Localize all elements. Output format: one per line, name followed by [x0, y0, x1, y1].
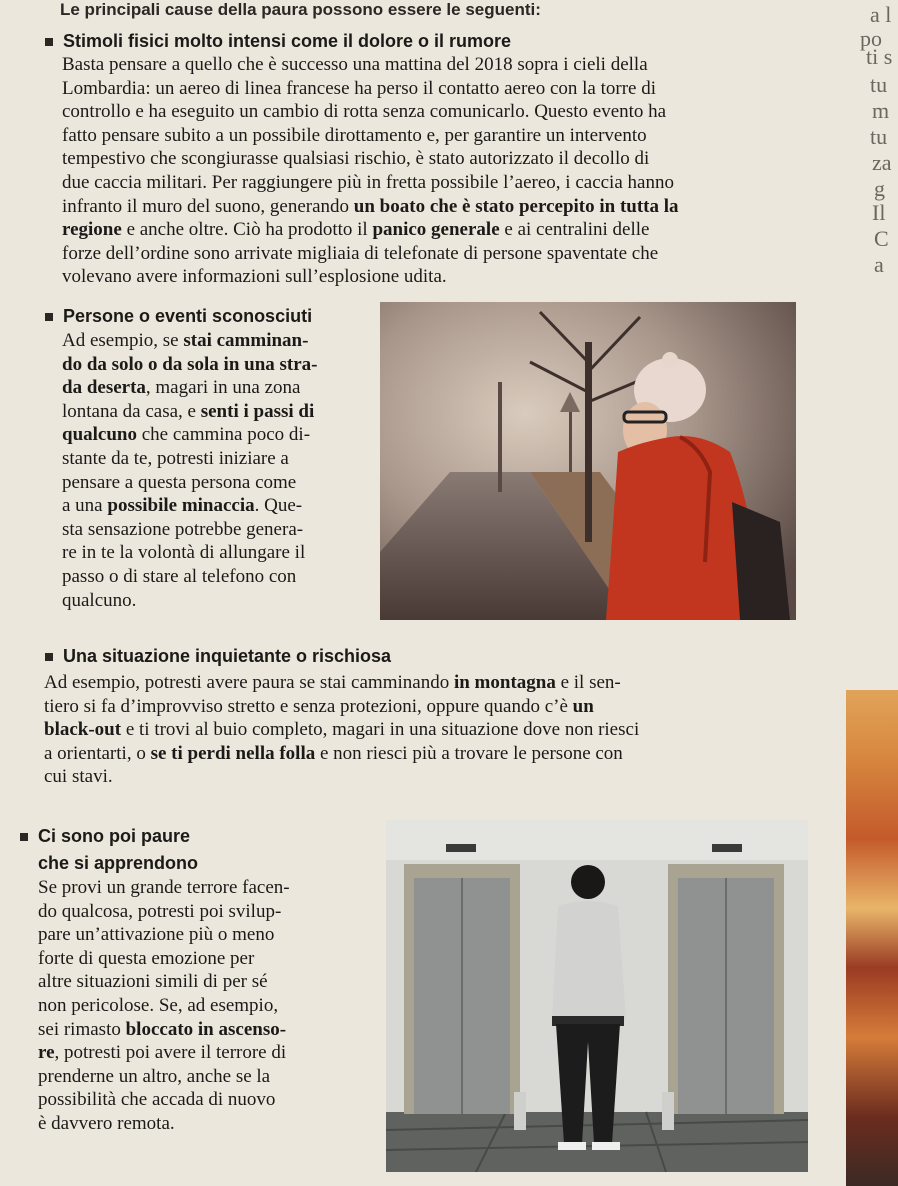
ghost-letter: a l: [870, 2, 892, 27]
bold-run: black-out: [44, 719, 122, 741]
photo-woman-foggy-street: [380, 302, 796, 620]
text-line: [62, 400, 360, 424]
bullet-square-icon: [45, 653, 53, 661]
bold-run: regione: [62, 219, 122, 241]
text-line: [62, 195, 784, 219]
bold-run: se ti perdi nella folla: [150, 742, 316, 764]
section2-title: Persone o eventi sconosciuti: [63, 306, 313, 326]
text-line: è davvero remota.: [38, 1112, 175, 1134]
text-run: infranto il muro del suono, generando: [62, 195, 354, 217]
text-run: e il sen-: [555, 672, 621, 693]
section4-title-line1: Ci sono poi paure: [38, 826, 191, 846]
text-run: tiero si fa d’improvviso stretto e senza protezioni, oppure quando c’è: [44, 695, 573, 717]
text-run: . Que-: [254, 495, 303, 517]
text-line: [44, 695, 798, 719]
text-line: re in te la volontà di allungare il: [62, 542, 306, 564]
ghost-letter: C: [874, 226, 889, 251]
page-header: Le principali cause della paura possono essere le seguenti:: [60, 0, 541, 19]
painting-edge-image: [846, 690, 898, 1186]
text-run: e ti trovi al buio completo, magari in una situazione dove non riesci: [121, 719, 640, 741]
text-line: non pericolose. Se, ad esempio,: [38, 994, 279, 1016]
text-run: Ad esempio, se: [62, 330, 184, 351]
ghost-letter: tu: [870, 124, 888, 149]
text-line: [62, 494, 360, 518]
text-line: volevano avere informazioni sull’esplosione udita.: [62, 266, 447, 288]
text-line: cui stavi.: [44, 766, 113, 788]
bold-run: do da solo o da sola in una stra-: [62, 353, 318, 375]
text-line: [62, 353, 360, 377]
woman-illustration: [380, 302, 796, 620]
text-run: a una: [62, 495, 108, 517]
bold-run: un: [572, 695, 594, 717]
bold-run: re: [38, 1042, 55, 1064]
bullet-square-icon: [45, 38, 53, 46]
text-line: [62, 376, 360, 400]
text-run: lontana da casa, e: [62, 400, 201, 422]
section1-paragraph: [62, 53, 784, 289]
text-line: [62, 218, 784, 242]
text-line: [38, 1041, 384, 1065]
text-line: altre situazioni simili di per sé: [38, 971, 268, 993]
bullet-square-icon: [45, 313, 53, 321]
text-line: possibilità che accada di nuovo: [38, 1089, 276, 1111]
ghost-letter: tu: [870, 72, 888, 97]
text-run: e anche oltre. Ciò ha prodotto il: [121, 219, 373, 241]
text-line: pensare a questa persona come: [62, 471, 297, 493]
ghost-letter: za: [872, 150, 892, 175]
text-line: tempestivo che scongiurasse qualsiasi rischio, è stato autorizzato il decollo di: [62, 148, 650, 170]
bold-run: senti i passi di: [200, 400, 315, 422]
text-run: , potresti poi avere il terrore di: [54, 1042, 287, 1064]
section1-heading: [45, 31, 511, 52]
ghost-letter: m: [872, 98, 890, 123]
text-line: prenderne un altro, anche se la: [38, 1065, 271, 1087]
text-line: sta sensazione potrebbe genera-: [62, 518, 304, 540]
ghost-letter: po: [860, 26, 882, 51]
text-run: sei rimasto: [38, 1018, 126, 1040]
bold-run: un boato che è stato percepito in tutta la: [353, 195, 679, 217]
section3-title: Una situazione inquietante o rischiosa: [63, 646, 392, 666]
text-run: Ad esempio, potresti avere paura se stai camminando: [44, 672, 454, 693]
text-run: , magari in una zona: [145, 377, 301, 399]
ghost-letter: a: [874, 252, 884, 277]
text-line: stante da te, potresti iniziare a: [62, 447, 289, 469]
section3-heading: [45, 646, 391, 667]
text-run: e non riesci più a trovare le persone con: [315, 742, 623, 764]
bold-run: bloccato in ascenso-: [125, 1018, 287, 1040]
elevator-illustration: [386, 820, 808, 1172]
text-line: [62, 329, 360, 353]
section4-heading: [20, 823, 198, 877]
text-line: do qualcosa, potresti poi svilup-: [38, 900, 282, 922]
ghost-letter: Il: [872, 200, 886, 225]
bold-run: in montagna: [453, 672, 556, 693]
text-run: a orientarti, o: [44, 742, 151, 764]
text-line: fatto pensare subito a un possibile dirottamento e, per garantire un intervento: [62, 124, 647, 146]
text-line: Basta pensare a quello che è successo una mattina del 2018 sopra i cieli della: [62, 54, 648, 75]
bold-run: panico generale: [372, 219, 500, 241]
text-line: [44, 718, 798, 742]
text-line: passo o di stare al telefono con: [62, 565, 297, 587]
bold-run: qualcuno: [62, 424, 137, 446]
text-line: due caccia militari. Per raggiungere più in fretta possibile l’aereo, i caccia hanno: [62, 171, 674, 193]
text-line: forze dell’ordine sono arrivate migliaia di telefonate di persone spaventate che: [62, 242, 659, 264]
section3-paragraph: [44, 671, 798, 789]
section4-title-line2: che si apprendono: [38, 853, 199, 873]
text-run: e ai centralini delle: [499, 219, 650, 241]
bullet-square-icon: [20, 833, 28, 841]
section4-paragraph: [38, 876, 384, 1136]
text-line: pare un’attivazione più o meno: [38, 924, 275, 946]
text-line: controllo e ha eseguito un cambio di rotta senza comunicarlo. Questo evento ha: [62, 101, 667, 123]
text-line: forte di questa emozione per: [38, 947, 255, 969]
text-run: che cammina poco di-: [136, 424, 311, 446]
bold-run: possibile minaccia: [107, 495, 255, 517]
text-line: Se provi un grande terrore facen-: [38, 877, 290, 898]
ghost-letter: ti s: [866, 44, 893, 69]
text-line: [62, 423, 360, 447]
section2-paragraph: [62, 329, 360, 612]
section1-title: Stimoli fisici molto intensi come il dolore o il rumore: [63, 31, 512, 51]
ghost-letter: g: [874, 176, 885, 201]
text-line: Lombardia: un aereo di linea francese ha perso il contatto aereo con la torre di: [62, 77, 657, 99]
text-line: [44, 742, 798, 766]
text-line: [38, 1018, 384, 1042]
text-line: [44, 671, 798, 695]
section2-heading: [45, 306, 312, 327]
photo-man-elevators: [386, 820, 808, 1172]
text-line: qualcuno.: [62, 589, 137, 611]
bold-run: da deserta: [62, 377, 146, 399]
bold-run: stai camminan-: [183, 330, 309, 351]
